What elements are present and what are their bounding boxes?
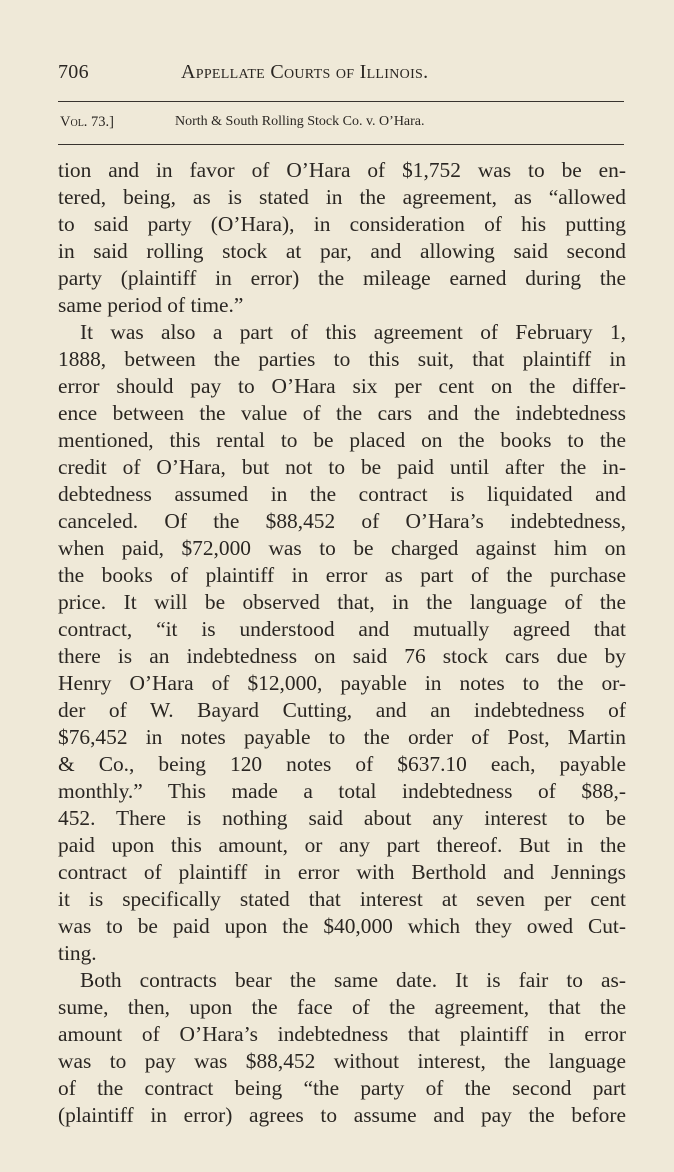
text-line: sume, then, upon the face of the agreement, that the — [58, 995, 626, 1019]
text-line: tered, being, as is stated in the agreement, as “allowed — [58, 185, 626, 209]
text-line: monthly.” This made a total indebtedness of $88,- — [58, 779, 626, 803]
text-line: amount of O’Hara’s indebtedness that plaintiff in error — [58, 1022, 626, 1046]
text-line: credit of O’Hara, but not to be paid until after the in- — [58, 455, 626, 479]
running-head — [58, 58, 514, 86]
text-line: it is specifically stated that interest at seven per cent — [58, 887, 626, 911]
case-reference-line — [60, 111, 530, 133]
body-text — [58, 157, 626, 1157]
text-line: ting. — [58, 941, 97, 965]
text-line: It was also a part of this agreement of February 1, — [80, 320, 626, 344]
text-line: paid upon this amount, or any part thereof. But in the — [58, 833, 626, 857]
text-line: the books of plaintiff in error as part of the purchase — [58, 563, 626, 587]
text-line: ence between the value of the cars and the indebtedness — [58, 401, 626, 425]
text-line: 1888, between the parties to this suit, that plaintiff in — [58, 347, 626, 371]
text-line: der of W. Bayard Cutting, and an indebtedness of — [58, 698, 626, 722]
text-line: when paid, $72,000 was to be charged against him on — [58, 536, 626, 560]
text-line: Both contracts bear the same date. It is fair to as- — [80, 968, 626, 992]
text-line: canceled. Of the $88,452 of O’Hara’s indebtedness, — [58, 509, 626, 533]
text-line: (plaintiff in error) agrees to assume and pay the before — [58, 1103, 626, 1127]
text-line: 452. There is nothing said about any interest to be — [58, 806, 626, 830]
volume-reference: Vol. 73.] — [60, 114, 115, 130]
text-line: in said rolling stock at par, and allowing said second — [58, 239, 626, 263]
text-line: error should pay to O’Hara six per cent on the differ- — [58, 374, 626, 398]
text-line: same period of time.” — [58, 293, 244, 317]
text-line: $76,452 in notes payable to the order of Post, Martin — [58, 725, 626, 749]
text-line: price. It will be observed that, in the language of the — [58, 590, 626, 614]
text-line: mentioned, this rental to be placed on the books to the — [58, 428, 626, 452]
text-line: debtedness assumed in the contract is liquidated and — [58, 482, 626, 506]
text-line: contract of plaintiff in error with Berthold and Jennings — [58, 860, 626, 884]
text-line: Henry O’Hara of $12,000, payable in notes to the or- — [58, 671, 626, 695]
text-line: was to pay was $88,452 without interest, the language — [58, 1049, 626, 1073]
running-title: Appellate Courts of Illinois. — [181, 61, 429, 83]
text-line: there is an indebtedness on said 76 stock cars due by — [58, 644, 626, 668]
text-line: of the contract being “the party of the second part — [58, 1076, 626, 1100]
case-title: North & South Rolling Stock Co. v. O’Hara. — [175, 114, 425, 129]
top-divider — [58, 101, 624, 102]
text-line: contract, “it is understood and mutually agreed that — [58, 617, 626, 641]
text-line: tion and in favor of O’Hara of $1,752 was to be en- — [58, 158, 626, 182]
text-line: & Co., being 120 notes of $637.10 each, payable — [58, 752, 626, 776]
text-line: to said party (O’Hara), in consideration of his putting — [58, 212, 626, 236]
text-line: was to be paid upon the $40,000 which they owed Cut- — [58, 914, 626, 938]
page-number: 706 — [58, 61, 89, 83]
bottom-divider — [58, 144, 624, 145]
text-line: party (plaintiff in error) the mileage earned during the — [58, 266, 626, 290]
